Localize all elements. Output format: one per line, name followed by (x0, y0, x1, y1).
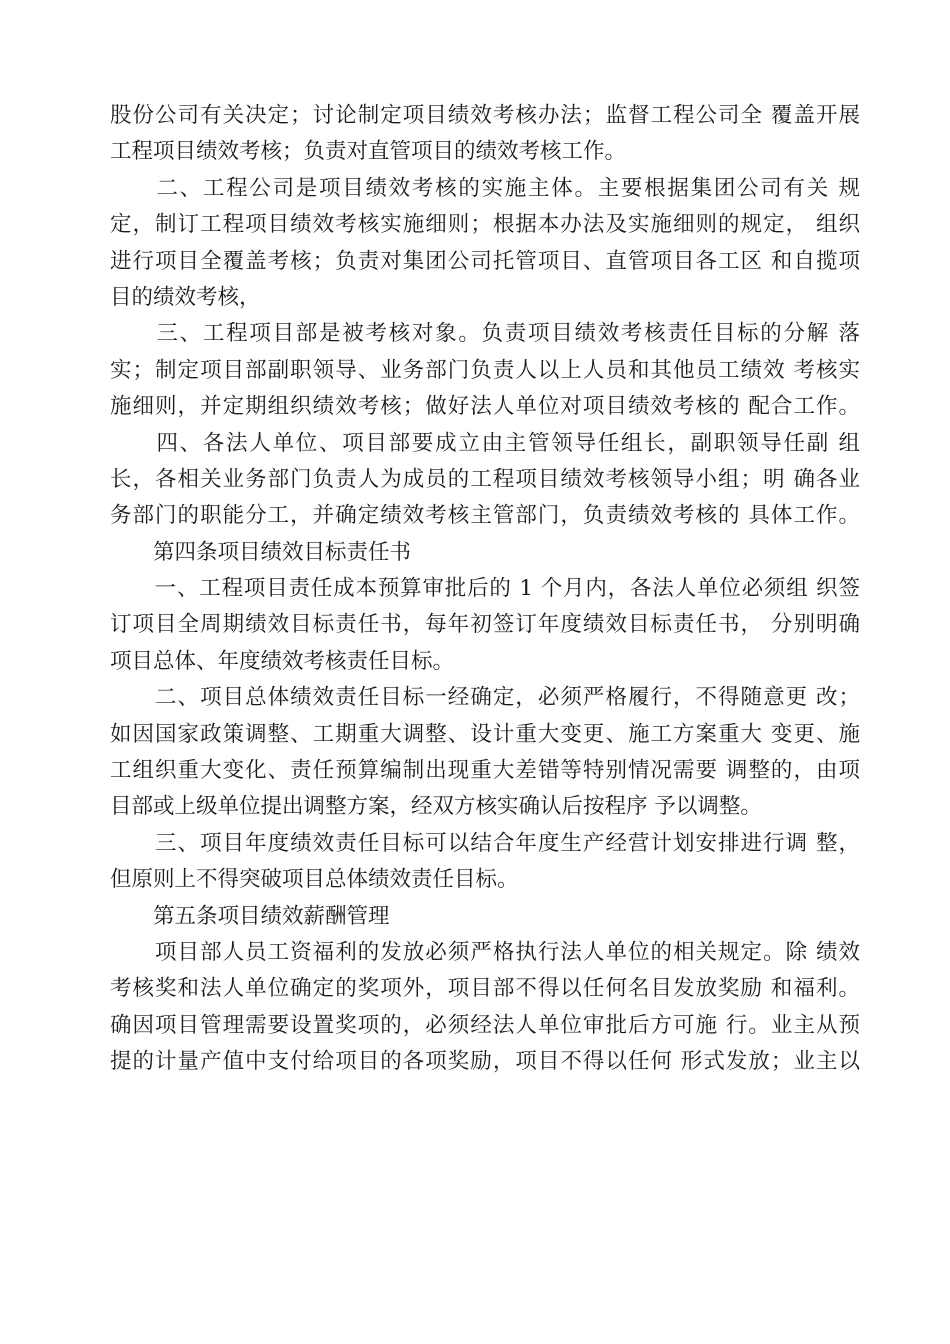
text-line: 股份公司有关决定；讨论制定项目绩效考核办法；监督工程公司全 覆盖开展 (110, 103, 860, 128)
section-heading (110, 899, 860, 935)
paragraph (110, 935, 860, 1081)
text-line: 三、项目年度绩效责任目标可以结合年度生产经营计划安排进行调 整， (110, 830, 860, 856)
text-line: 提的计量产值中支付给项目的各项奖励，项目不得以任何 形式发放；业主以 (110, 1049, 860, 1075)
text-line: 施细则，并定期组织绩效考核；做好法人单位对项目绩效考核的 配合工作。 (110, 394, 860, 420)
paragraph (110, 98, 860, 171)
text-line: 第五条项目绩效薪酬管理 (110, 903, 390, 929)
text-line: 如因国家政策调整、工期重大调整、设计重大变更、施工方案重大 变更、施 (110, 721, 860, 747)
paragraph (110, 316, 860, 425)
paragraph (110, 171, 860, 317)
text-line: 订项目全周期绩效目标责任书，每年初签订年度绩效目标责任书， 分别明确 (110, 612, 860, 638)
text-line: 实；制定项目部副职领导、业务部门负责人以上人员和其他员工绩效 考核实 (110, 357, 860, 383)
text-line: 但原则上不得突破项目总体绩效责任目标。 (110, 867, 519, 893)
paragraph (110, 571, 860, 680)
paragraph (110, 826, 860, 899)
text-line: 进行项目全覆盖考核；负责对集团公司托管项目、直管项目各工区 和自揽项 (110, 248, 860, 274)
text-line: 考核奖和法人单位确定的奖项外，项目部不得以任何名目发放奖励 和福利。 (110, 976, 860, 1002)
text-line: 四、各法人单位、项目部要成立由主管领导任组长，副职领导任副 组 (110, 430, 860, 456)
text-line: 长，各相关业务部门负责人为成员的工程项目绩效考核领导小组；明 确各业 (110, 466, 860, 492)
section-heading (110, 535, 860, 571)
text-line: 第四条项目绩效目标责任书 (110, 539, 412, 565)
text-line: 目的绩效考核， (110, 284, 261, 310)
text-line: 二、工程公司是项目绩效考核的实施主体。主要根据集团公司有关 规 (110, 175, 860, 201)
text-line: 三、工程项目部是被考核对象。负责项目绩效考核责任目标的分解 落 (110, 321, 860, 347)
text-line: 确因项目管理需要设置奖项的，必须经法人单位审批后方可施 行。业主从预 (110, 1012, 860, 1038)
paragraph (110, 426, 860, 535)
text-line: 工程项目绩效考核；负责对直管项目的绩效考核工作。 (110, 139, 627, 165)
text-line: 目部或上级单位提出调整方案，经双方核实确认后按程序 予以调整。 (110, 794, 762, 820)
body-text (110, 98, 860, 1081)
text-line: 务部门的职能分工，并确定绩效考核主管部门，负责绩效考核的 具体工作。 (110, 503, 860, 529)
text-line: 定，制订工程项目绩效考核实施细则；根据本办法及实施细则的规定， 组织 (110, 212, 860, 238)
text-line: 二、项目总体绩效责任目标一经确定，必须严格履行，不得随意更 改； (110, 685, 860, 711)
text-line: 一、工程项目责任成本预算审批后的 1 个月内，各法人单位必须组 织签 (110, 576, 860, 602)
text-line: 项目总体、年度绩效考核责任目标。 (110, 648, 455, 674)
paragraph (110, 680, 860, 826)
text-line: 工组织重大变化、责任预算编制出现重大差错等特别情况需要 调整的，由项 (110, 758, 860, 784)
text-line: 项目部人员工资福利的发放必须严格执行法人单位的相关规定。除 绩效 (110, 939, 860, 965)
